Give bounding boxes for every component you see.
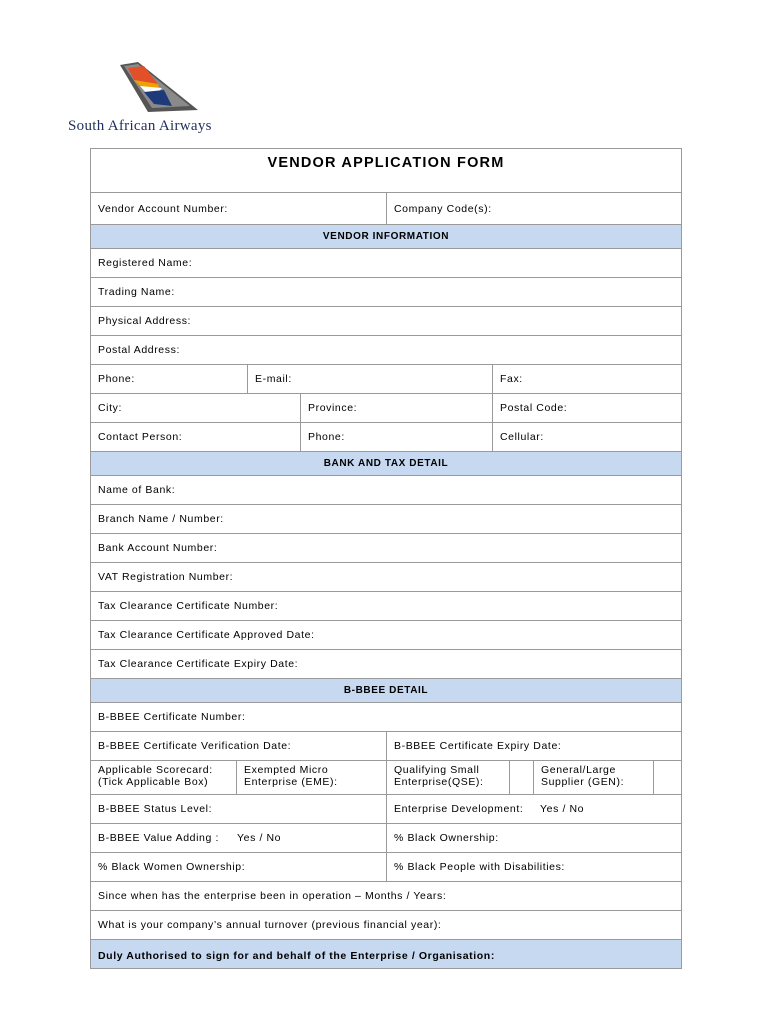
registered-name-label: Registered Name:	[98, 257, 193, 269]
fax-label: Fax:	[500, 373, 523, 385]
authorised-field[interactable]	[91, 940, 681, 969]
verification-date-field[interactable]	[91, 732, 386, 760]
qse-option[interactable]	[386, 761, 509, 794]
trading-name-field[interactable]	[91, 278, 681, 307]
saa-logo	[68, 60, 268, 140]
eme-label-line1: Exempted Micro	[244, 764, 329, 776]
section-vendor-info	[91, 225, 681, 249]
bank-account-label: Bank Account Number:	[98, 542, 218, 554]
fax-field[interactable]	[492, 365, 681, 393]
bank-name-label: Name of Bank:	[98, 484, 176, 496]
postal-code-field[interactable]	[492, 394, 681, 422]
enterprise-dev-field[interactable]	[386, 795, 681, 823]
black-ownership-field[interactable]	[386, 824, 681, 852]
physical-address-label: Physical Address:	[98, 315, 192, 327]
section-title: VENDOR INFORMATION	[322, 231, 450, 242]
cellular-field[interactable]	[492, 423, 681, 451]
status-row	[91, 795, 681, 824]
section-bank-tax	[91, 452, 681, 476]
form-title-row	[91, 149, 681, 193]
tax-cert-expiry-label: Tax Clearance Certificate Expiry Date:	[98, 658, 299, 670]
branch-field[interactable]	[91, 505, 681, 534]
tax-cert-approved-field[interactable]	[91, 621, 681, 650]
postal-address-label: Postal Address:	[98, 344, 180, 356]
tax-cert-number-field[interactable]	[91, 592, 681, 621]
enterprise-dev-label: Enterprise Development:	[394, 803, 524, 815]
eme-option[interactable]	[236, 761, 386, 794]
value-adding-row	[91, 824, 681, 853]
email-label: E-mail:	[255, 373, 292, 385]
status-level-label: B-BBEE Status Level:	[98, 803, 213, 815]
authorised-label: Duly Authorised to sign for and behalf of the Enterprise / Organisation:	[98, 950, 495, 962]
section-title: BANK AND TAX DETAIL	[323, 458, 449, 469]
city-label: City:	[98, 402, 122, 414]
women-ownership-row	[91, 853, 681, 882]
contact-phone-field[interactable]	[300, 423, 492, 451]
physical-address-field[interactable]	[91, 307, 681, 336]
account-row	[91, 193, 681, 225]
section-bbbee	[91, 679, 681, 703]
value-adding-field[interactable]	[91, 824, 386, 852]
gen-label-line2: Supplier (GEN):	[541, 776, 625, 788]
bbbee-cert-number-label: B-BBEE Certificate Number:	[98, 711, 246, 723]
expiry-date-label: B-BBEE Certificate Expiry Date:	[394, 740, 562, 752]
brand-name: South African Airways	[68, 118, 212, 134]
enterprise-dev-yes-no[interactable]: Yes / No	[540, 803, 585, 815]
qse-label-line1: Qualifying Small	[394, 764, 480, 776]
qse-checkbox[interactable]	[509, 761, 533, 794]
branch-label: Branch Name / Number:	[98, 513, 224, 525]
province-field[interactable]	[300, 394, 492, 422]
postal-code-label: Postal Code:	[500, 402, 568, 414]
bbbee-dates-row	[91, 732, 681, 761]
black-women-label: % Black Women Ownership:	[98, 861, 246, 873]
company-code-field[interactable]	[386, 193, 681, 224]
black-women-field[interactable]	[91, 853, 386, 881]
value-adding-yes-no[interactable]: Yes / No	[237, 832, 282, 844]
scorecard-row	[91, 761, 681, 795]
turnover-field[interactable]	[91, 911, 681, 940]
vat-field[interactable]	[91, 563, 681, 592]
scorecard-label-cell	[91, 761, 236, 794]
tax-cert-approved-label: Tax Clearance Certificate Approved Date:	[98, 629, 315, 641]
phone-label: Phone:	[98, 373, 135, 385]
black-disabilities-label: % Black People with Disabilities:	[394, 861, 565, 873]
postal-address-field[interactable]	[91, 336, 681, 365]
saa-tail-logo-icon	[118, 60, 198, 116]
turnover-label: What is your company’s annual turnover (previous financial year):	[98, 919, 442, 931]
contact-person-label: Contact Person:	[98, 431, 183, 443]
qse-label-line2: Enterprise(QSE):	[394, 776, 484, 788]
value-adding-label: B-BBEE Value Adding :	[98, 832, 219, 844]
bank-name-field[interactable]	[91, 476, 681, 505]
gen-option[interactable]	[533, 761, 653, 794]
company-code-label: Company Code(s):	[394, 202, 492, 215]
phone-field[interactable]	[91, 365, 247, 393]
trading-name-label: Trading Name:	[98, 286, 175, 298]
registered-name-field[interactable]	[91, 249, 681, 278]
expiry-date-field[interactable]	[386, 732, 681, 760]
scorecard-label: Applicable Scorecard:	[98, 764, 213, 776]
vendor-account-field[interactable]	[91, 193, 386, 224]
status-level-field[interactable]	[91, 795, 386, 823]
tax-cert-number-label: Tax Clearance Certificate Number:	[98, 600, 279, 612]
cellular-label: Cellular:	[500, 431, 544, 443]
province-label: Province:	[308, 402, 358, 414]
black-disabilities-field[interactable]	[386, 853, 681, 881]
contact-row	[91, 423, 681, 452]
vendor-application-form	[90, 148, 682, 969]
phone-row	[91, 365, 681, 394]
vat-label: VAT Registration Number:	[98, 571, 234, 583]
operation-since-label: Since when has the enterprise been in operation – Months / Years:	[98, 890, 447, 902]
scorecard-sublabel: (Tick Applicable Box)	[98, 776, 209, 788]
bbbee-cert-number-field[interactable]	[91, 703, 681, 732]
gen-label-line1: General/Large	[541, 764, 616, 776]
tax-cert-expiry-field[interactable]	[91, 650, 681, 679]
city-row	[91, 394, 681, 423]
bank-account-field[interactable]	[91, 534, 681, 563]
operation-since-field[interactable]	[91, 882, 681, 911]
form-title: VENDOR APPLICATION FORM	[267, 155, 505, 171]
gen-checkbox[interactable]	[653, 761, 681, 794]
section-title: B-BBEE DETAIL	[343, 685, 429, 696]
eme-label-line2: Enterprise (EME):	[244, 776, 338, 788]
contact-person-field[interactable]	[91, 423, 300, 451]
email-field[interactable]	[247, 365, 492, 393]
city-field[interactable]	[91, 394, 300, 422]
contact-phone-label: Phone:	[308, 431, 345, 443]
black-ownership-label: % Black Ownership:	[394, 832, 499, 844]
vendor-account-label: Vendor Account Number:	[98, 202, 228, 215]
verification-date-label: B-BBEE Certificate Verification Date:	[98, 740, 292, 752]
